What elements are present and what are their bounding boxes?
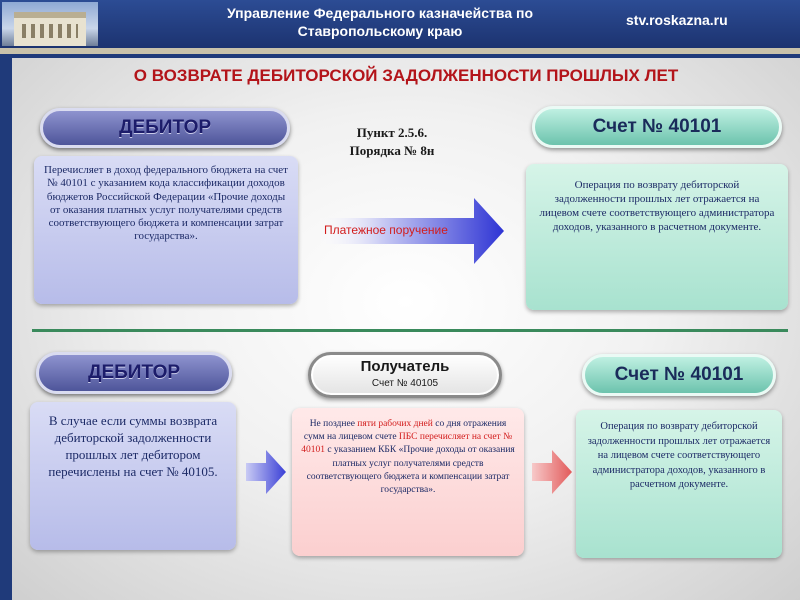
- top-debtor-pill: [40, 108, 290, 148]
- recipient-label: Получатель: [360, 358, 450, 375]
- bottom-account-pill: [582, 354, 776, 396]
- top-account-label: Счет № 40101: [592, 116, 722, 137]
- header-strip: [0, 48, 800, 54]
- header-url: stv.roskazna.ru: [626, 12, 728, 28]
- bottom-middle-box: [292, 408, 524, 556]
- header-title: [180, 4, 580, 40]
- top-arrow-label: Платежное поручение: [324, 223, 448, 237]
- top-debtor-label: ДЕБИТОР: [118, 117, 212, 138]
- top-left-text: Перечисляет в доход федерального бюджета на счет № 40101 с указанием кода классификации доходов бюджетов Российской Федерации «Прочие доходы от оказания платных услуг получателями средств соответствующего бюджета и компенсации затрат государства».: [44, 164, 288, 243]
- bottom-middle-highlight2: ПБС перечисляет на счет № 40101: [301, 432, 513, 456]
- top-account-pill: [532, 106, 782, 148]
- header-title-line2: Ставропольскому краю: [297, 23, 463, 39]
- top-clause-line1: Пункт 2.5.6.: [356, 125, 428, 140]
- top-right-text: Операция по возврату дебиторской задолженности прошлых лет отражается на лицевом счете соответствующего администратора доходов, указанного в расчетном документе.: [539, 179, 775, 233]
- bottom-left-text: В случае если суммы возврата дебиторской задолженности прошлых лет дебитором перечислены на счет № 40105.: [48, 413, 218, 479]
- bottom-left-arrow-icon: [246, 450, 286, 494]
- slide-title: О ВОЗВРАТЕ ДЕБИТОРСКОЙ ЗАДОЛЖЕННОСТИ ПРОШЛЫХ ЛЕТ: [133, 66, 679, 85]
- recipient-account: Счет № 40105: [371, 378, 439, 389]
- bottom-right-box: [576, 410, 782, 558]
- top-left-box: [34, 156, 298, 304]
- header-title-line1: Управление Федерального казначейства по: [226, 5, 534, 21]
- top-clause-line2: Порядка № 8н: [349, 143, 435, 158]
- bottom-right-arrow-icon: [532, 450, 572, 494]
- bottom-right-text: Операция по возврату дебиторской задолженности прошлых лет отражается на лицевом счете соответствующего администратора доходов, указанного в расчетном документе.: [587, 421, 771, 490]
- top-clause: [312, 124, 472, 160]
- bottom-debtor-label: ДЕБИТОР: [87, 362, 181, 383]
- bottom-middle-part3: с указанием КБК «Прочие доходы от оказания платных услуг получателями средств соответствующего бюджета и компенсации затрат государства».: [306, 445, 515, 496]
- top-right-box: [526, 164, 788, 310]
- section-divider: [32, 329, 788, 332]
- header-bar: [0, 0, 800, 48]
- bottom-account-label: Счет № 40101: [614, 364, 744, 385]
- bottom-debtor-pill: [36, 352, 232, 394]
- building-logo: [2, 2, 98, 46]
- bottom-left-box: [30, 402, 236, 550]
- bottom-middle-highlight1: пяти рабочих дней: [357, 419, 433, 429]
- recipient-pill: [308, 352, 502, 398]
- bottom-middle-part1: Не позднее: [309, 419, 358, 429]
- slide-body: [12, 58, 800, 600]
- bottom-middle-part2: со дня отражения сумм на лицевом счете: [303, 419, 507, 443]
